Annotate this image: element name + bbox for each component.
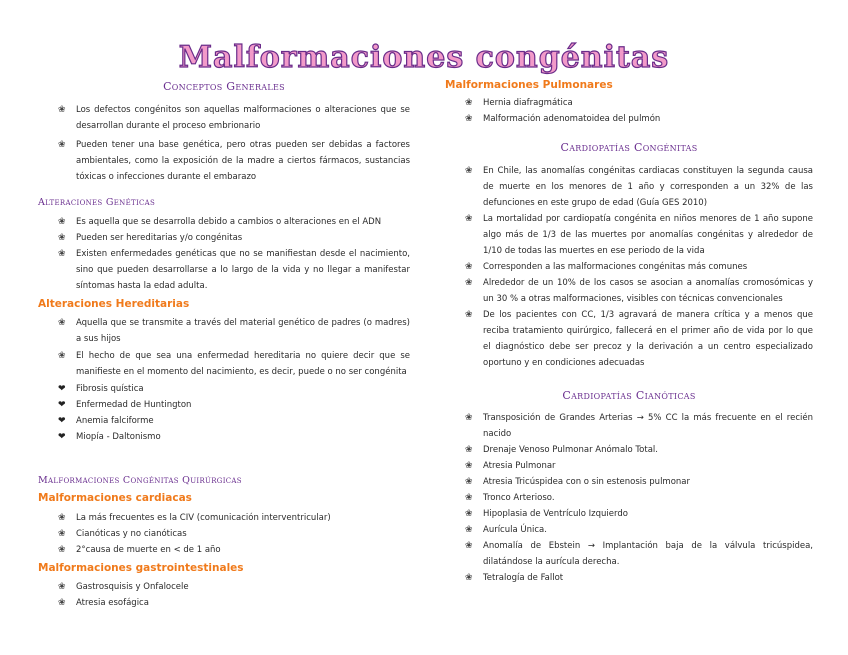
flower-bullet-icon: ❀: [465, 461, 473, 471]
flower-bullet-icon: ❀: [465, 477, 473, 487]
heading-conceptos: Conceptos Generales: [163, 80, 285, 93]
flower-bullet-icon: ❀: [465, 525, 473, 535]
flower-bullet-icon: ❀: [58, 249, 66, 259]
list-item: ❀ Aurícula Única.: [445, 522, 813, 538]
list-item: ❀ Gastrosquisis y Onfalocele: [38, 579, 410, 595]
flower-bullet-icon: ❀: [465, 445, 473, 455]
list-item: ❤ Anemia falciforme: [38, 413, 410, 429]
flower-bullet-icon: ❀: [465, 214, 473, 224]
list-item: ❀ Los defectos congénitos son aquellas malformaciones o alteraciones que se desarrollan durante el proceso embrionario: [38, 102, 410, 134]
flower-bullet-icon: ❀: [58, 105, 66, 115]
flower-bullet-icon: ❀: [58, 545, 66, 555]
flower-bullet-icon: ❀: [465, 262, 473, 272]
list-item: ❀ En Chile, las anomalías congénitas cardiacas constituyen la segunda causa de muerte en los menores de 1 año y corresponden a un 32% de las defunciones en este grupo de edad (Guía GES 2010): [445, 163, 813, 211]
list-item: ❀ Es aquella que se desarrolla debido a cambios o alteraciones en el ADN: [38, 214, 410, 230]
list-item: ❀ Tetralogía de Fallot: [445, 570, 813, 586]
heading-congenitas: Cardiopatías Congénitas: [560, 141, 698, 154]
list-hereditarias: [38, 315, 410, 445]
list-item: ❀ Pueden ser hereditarias y/o congénitas: [38, 230, 410, 246]
list-item: ❀ Corresponden a las malformaciones congénitas más comunes: [445, 259, 813, 275]
list-item: ❀ Atresia Tricúspidea con o sin estenosis pulmonar: [445, 474, 813, 490]
flower-bullet-icon: ❀: [465, 278, 473, 288]
list-pulmonares: [445, 95, 813, 127]
list-geneticas: [38, 214, 410, 294]
list-item: ❀ 2°causa de muerte en < de 1 año: [38, 542, 410, 558]
list-item: ❀ Atresia Pulmonar: [445, 458, 813, 474]
list-item: ❤ Fibrosis quística: [38, 381, 410, 397]
heading-hereditarias: Alteraciones Hereditarias: [38, 298, 190, 310]
list-conceptos: [38, 102, 410, 185]
list-item: ❀ Transposición de Grandes Arterias → 5% CC la más frecuente en el recién nacido: [445, 410, 813, 442]
heart-bullet-icon: ❤: [58, 384, 66, 394]
flower-bullet-icon: ❀: [465, 573, 473, 583]
flower-bullet-icon: ❀: [465, 114, 473, 124]
list-item: ❤ Miopía - Daltonismo: [38, 429, 410, 445]
list-item: ❀ Hernia diafragmática: [445, 95, 813, 111]
heading-cianoticas: Cardiopatías Cianóticas: [562, 389, 696, 402]
flower-bullet-icon: ❀: [58, 598, 66, 608]
flower-bullet-icon: ❀: [58, 351, 66, 361]
list-cardiacas: [38, 510, 410, 558]
list-item: ❀ La mortalidad por cardiopatía congénita en niños menores de 1 año supone algo más de 1/3 de las muertes por anomalías congénitas y alrededor de 1/10 de todas las muertes en ese periodo de la vida: [445, 211, 813, 259]
flower-bullet-icon: ❀: [465, 509, 473, 519]
list-item: ❀ Aquella que se transmite a través del material genético de padres (o madres) a sus hijos: [38, 315, 410, 347]
flower-bullet-icon: ❀: [58, 513, 66, 523]
list-item: ❀ El hecho de que sea una enfermedad hereditaria no quiere decir que se manifieste en el momento del nacimiento, es decir, puede o no ser congénita: [38, 348, 410, 380]
flower-bullet-icon: ❀: [58, 233, 66, 243]
list-item: ❀ Pueden tener una base genética, pero otras pueden ser debidas a factores ambientales, como la exposición de la madre a ciertos fármacos, sustancias tóxicas o infecciones durante el embarazo: [38, 137, 410, 185]
heading-pulmonares: Malformaciones Pulmonares: [445, 79, 613, 91]
list-item: ❀ Tronco Arterioso.: [445, 490, 813, 506]
flower-bullet-icon: ❀: [465, 493, 473, 503]
list-item: ❀ Atresia esofágica: [38, 595, 410, 611]
list-item: ❀ Existen enfermedades genéticas que no se manifiestan desde el nacimiento, sino que pueden desarrollarse a lo largo de la vida y no llegar a manifestar síntomas hasta la edad adulta.: [38, 246, 410, 294]
list-cianoticas: [445, 410, 813, 586]
list-item: ❀ Anomalía de Ebstein → Implantación baja de la válvula tricúspidea, dilatándose la aurícula derecha.: [445, 538, 813, 570]
list-item: ❀ Alrededor de un 10% de los casos se asocian a anomalías cromosómicas y un 30 % a otras malformaciones, visibles con técnicas convencionales: [445, 275, 813, 307]
heading-gastro: Malformaciones gastrointestinales: [38, 562, 244, 574]
page-title: Malformaciones congénitas: [178, 40, 670, 75]
heart-bullet-icon: ❤: [58, 416, 66, 426]
heading-quirurgicas: Malformaciones Congénitas Quirúrgicas: [38, 475, 242, 486]
flower-bullet-icon: ❀: [58, 582, 66, 592]
list-item: ❀ Malformación adenomatoidea del pulmón: [445, 111, 813, 127]
flower-bullet-icon: ❀: [465, 98, 473, 108]
list-item: ❀ De los pacientes con CC, 1/3 agravará de manera crítica y a menos que reciba tratamiento quirúrgico, fallecerá en el primer año de vida por lo que el diagnóstico debe ser precoz y la derivación a un centro especializado oportuno y en condiciones adecuadas: [445, 307, 813, 371]
flower-bullet-icon: ❀: [465, 310, 473, 320]
list-item: ❀ Cianóticas y no cianóticas: [38, 526, 410, 542]
list-gastro: [38, 579, 410, 611]
flower-bullet-icon: ❀: [58, 140, 66, 150]
flower-bullet-icon: ❀: [58, 217, 66, 227]
flower-bullet-icon: ❀: [465, 541, 473, 551]
list-congenitas: [445, 163, 813, 371]
heading-cardiacas: Malformaciones cardiacas: [38, 492, 192, 504]
flower-bullet-icon: ❀: [465, 166, 473, 176]
list-item: ❤ Enfermedad de Huntington: [38, 397, 410, 413]
flower-bullet-icon: ❀: [465, 413, 473, 423]
flower-bullet-icon: ❀: [58, 529, 66, 539]
flower-bullet-icon: ❀: [58, 318, 66, 328]
heart-bullet-icon: ❤: [58, 432, 66, 442]
heart-bullet-icon: ❤: [58, 400, 66, 410]
list-item: ❀ Drenaje Venoso Pulmonar Anómalo Total.: [445, 442, 813, 458]
list-item: ❀ La más frecuentes es la CIV (comunicación interventricular): [38, 510, 410, 526]
list-item: ❀ Hipoplasia de Ventrículo Izquierdo: [445, 506, 813, 522]
heading-geneticas: Alteraciones Genéticas: [38, 197, 156, 208]
